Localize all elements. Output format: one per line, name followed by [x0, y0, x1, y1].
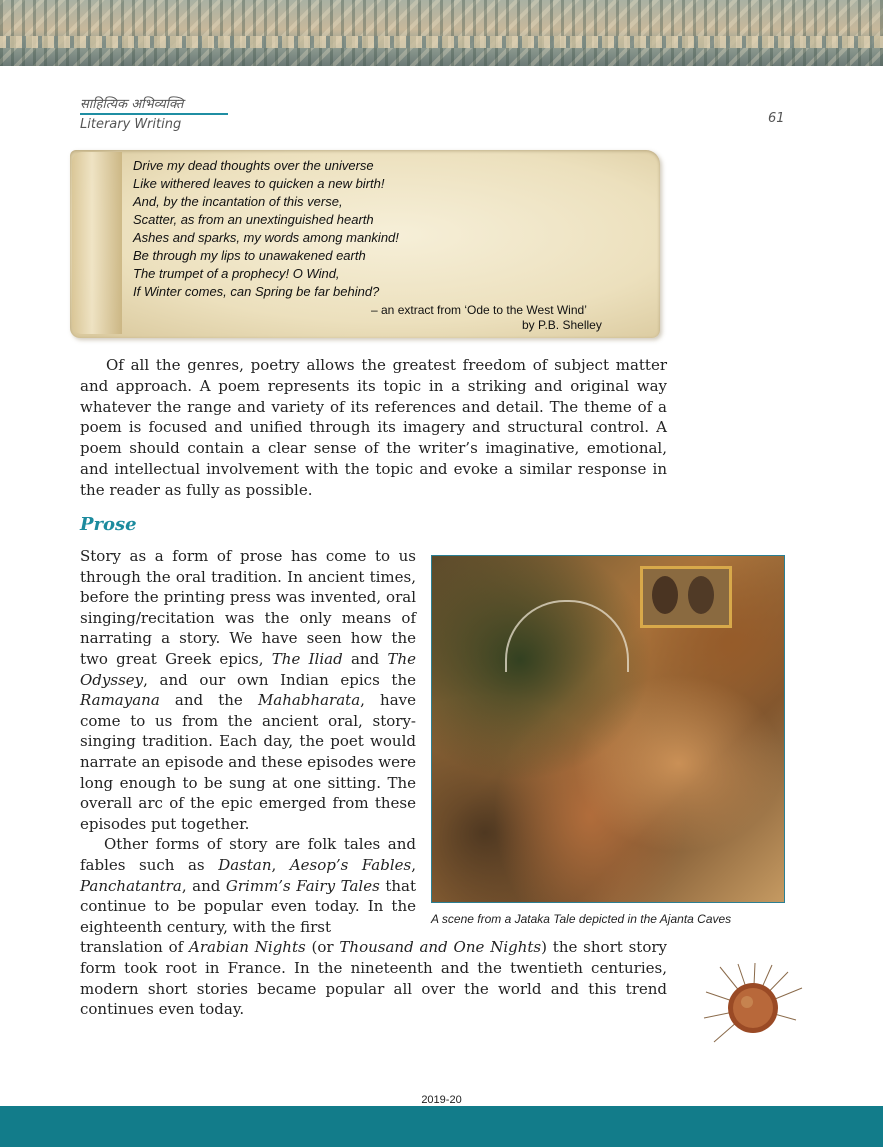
italic-title: Arabian Nights [189, 938, 306, 956]
poem-line: Scatter, as from an unextinguished hearth [133, 212, 374, 227]
italic-title: Ramayana [80, 691, 160, 710]
italic-title: Aesop’s Fables [289, 855, 412, 874]
poem-line: The trumpet of a prophecy! O Wind, [133, 266, 340, 281]
section-heading-prose: Prose [80, 514, 137, 535]
footer-color-band [0, 1106, 883, 1147]
poem-line: And, by the incantation of this verse, [133, 194, 343, 209]
text-run: and the [159, 691, 258, 710]
text-run: , and [181, 876, 226, 895]
decorative-frieze-banner [0, 0, 883, 66]
figure-caption: A scene from a Jataka Tale depicted in the Ajanta Caves [431, 912, 732, 926]
italic-title: Thousand and One Nights [339, 938, 542, 956]
italic-title: Panchatantra [80, 876, 182, 895]
painting-face-detail [652, 576, 678, 614]
poem-line: Be through my lips to unawakened earth [133, 248, 366, 263]
prose-paragraph-2-continued-text [80, 937, 667, 1020]
text-run: and [342, 649, 388, 668]
header-divider [80, 113, 228, 115]
text-run: Other forms of story are folk tales and fables such as [80, 835, 416, 874]
frieze-pattern-band [0, 36, 883, 48]
sun-arrows-icon [700, 962, 806, 1052]
italic-title: The Odyssey [80, 649, 416, 689]
poem-line: Ashes and sparks, my words among mankind! [133, 230, 399, 245]
italic-title: Dastan [218, 855, 272, 874]
page-number: 61 [768, 111, 785, 126]
text-run: translation of [80, 938, 189, 956]
italic-title: Grimm’s Fairy Tales [225, 876, 380, 895]
prose-paragraph-2 [80, 834, 416, 937]
painting-face-detail [688, 576, 714, 614]
poem-source: – an extract from ‘Ode to the West Wind’ [371, 303, 587, 317]
poetry-paragraph-text: Of all the genres, poetry allows the greatest freedom of subject matter and approach. A poem represents its topic in a striking and original way whatever the range and variety of its references and detail. The theme of a poem is focused and unified through its imagery and structural control. A poem should contain a clear sense of the writer’s imaginative, emotional, and intellectual involvement with the topic and evoke a similar response in the reader as fully as possible. [80, 356, 667, 499]
footer-year: 2019-20 [421, 1094, 462, 1106]
text-run: , and our own Indian epics the [143, 670, 416, 689]
running-header-hindi: साहित्यिक अभिव्यक्ति [80, 97, 184, 112]
scroll-curl-decoration [72, 152, 122, 334]
italic-title: Mahabharata [257, 691, 361, 710]
poem-line: Like withered leaves to quicken a new birth! [133, 176, 385, 191]
poem-line: If Winter comes, can Spring be far behind? [133, 284, 380, 299]
text-run: , [411, 855, 416, 874]
poem-line: Drive my dead thoughts over the universe [133, 158, 374, 173]
italic-title: The Iliad [271, 649, 343, 668]
text-run: that continue to be popular even today. In the eighteenth century, with the first [80, 876, 416, 936]
poetry-paragraph [80, 355, 667, 501]
running-header-english: Literary Writing [80, 117, 182, 132]
text-run: ) the short story form took root in France. In the nineteenth and the twentieth centuries, modern short stories became popular all over the world and this trend continues even today. [80, 938, 667, 1019]
text-run: , [271, 855, 290, 874]
prose-paragraph-2-continued [80, 937, 667, 1020]
text-run: , have come to us from the ancient oral, story-singing tradition. Each day, the poet would narrate an episode and these episodes were long enough to be sung at one sitting. The overall arc of the epic emerged from these episodes put together. [80, 691, 416, 833]
text-run: Story as a form of prose has come to us through the oral tradition. In ancient times, before the printing press was invented, oral singing/recitation was the only means of narrating a story. We have seen how the two great Greek epics, [80, 547, 416, 668]
poem-author: by P.B. Shelley [522, 318, 602, 332]
prose-paragraph-1 [80, 546, 416, 834]
text-run: (or [305, 938, 340, 956]
prose-column [80, 546, 416, 937]
